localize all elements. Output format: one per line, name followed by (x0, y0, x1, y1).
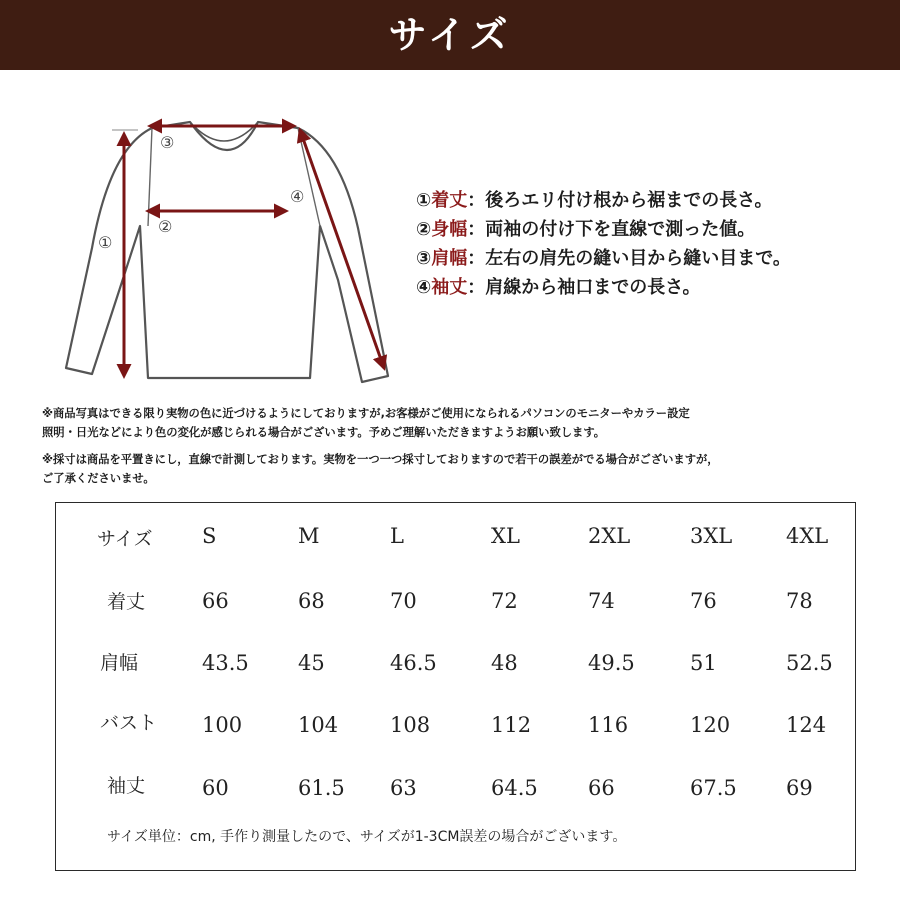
note-line: ご了承くださいませ。 (42, 472, 155, 485)
size-header: 4XL (786, 524, 829, 548)
table-cell: 72 (491, 589, 518, 613)
table-cell: 61.5 (298, 776, 345, 800)
table-cell: 60 (202, 776, 229, 800)
size-header: 2XL (588, 524, 631, 548)
notes (42, 404, 872, 488)
size-header: L (390, 524, 404, 548)
marker-2: ② (158, 217, 173, 236)
page-title: サイズ (388, 13, 512, 57)
table-cell: 63 (390, 776, 417, 800)
legend-row: ①着丈：後ろエリ付け根から裾までの長さ。 (416, 190, 773, 211)
size-header: M (298, 524, 320, 548)
note-line: ※商品写真はできる限り実物の色に近づけるようにしておりますが,お客様がご使用になられるパソコンのモニターやカラー設定 (42, 407, 690, 420)
size-table (55, 502, 856, 871)
size-header: XL (491, 524, 520, 548)
table-footer-note: サイズ単位：cm, 手作り測量したので、サイズが1-3CM誤差の場合がございます。 (107, 829, 627, 845)
note-line: ※採寸は商品を平置きにし，直線で計測しております。実物を一つ一つ採寸しておりますので若干の誤差がでる場合がございますが， (42, 453, 719, 466)
table-cell: 48 (491, 651, 518, 675)
measurement-legend (416, 186, 886, 302)
table-cell: 43.5 (202, 651, 249, 675)
table-cell: 108 (390, 713, 431, 737)
table-cell: 74 (588, 589, 615, 613)
row-label: バスト (100, 712, 158, 734)
marker-1: ① (98, 233, 113, 252)
marker-3: ③ (160, 133, 175, 152)
garment-diagram (40, 108, 410, 398)
legend-row: ④袖丈：肩線から袖口までの長さ。 (416, 277, 701, 298)
table-cell: 49.5 (588, 651, 635, 675)
table-cell: 78 (786, 589, 813, 613)
table-cell: 68 (298, 589, 325, 613)
table-cell: 112 (491, 713, 532, 737)
marker-4: ④ (290, 187, 305, 206)
table-cell: 76 (690, 589, 717, 613)
table-cell: 100 (202, 713, 243, 737)
table-cell: 116 (588, 713, 629, 737)
row-label: 袖丈 (107, 775, 146, 797)
row-label: 着丈 (107, 591, 146, 613)
size-header: 3XL (690, 524, 733, 548)
table-cell: 67.5 (690, 776, 737, 800)
table-header-label: サイズ (97, 528, 153, 550)
table-cell: 46.5 (390, 651, 437, 675)
table-cell: 52.5 (786, 651, 833, 675)
legend-row: ②身幅：両袖の付け下を直線で測った値。 (416, 219, 756, 240)
table-cell: 124 (786, 713, 827, 737)
table-cell: 45 (298, 651, 325, 675)
shirt-outline (66, 122, 388, 382)
table-cell: 66 (202, 589, 229, 613)
table-cell: 51 (690, 651, 717, 675)
size-header: S (202, 524, 217, 548)
table-cell: 70 (390, 589, 417, 613)
table-cell: 120 (690, 713, 731, 737)
legend-row: ③肩幅：左右の肩先の縫い目から縫い目まで。 (416, 248, 791, 269)
table-cell: 69 (786, 776, 813, 800)
table-cell: 66 (588, 776, 615, 800)
note-line: 照明・日光などにより色の変化が感じられる場合がございます。予めご理解いただきますようお願い致します。 (42, 426, 606, 439)
table-cell: 64.5 (491, 776, 538, 800)
table-cell: 104 (298, 713, 339, 737)
row-label: 肩幅 (100, 652, 139, 674)
